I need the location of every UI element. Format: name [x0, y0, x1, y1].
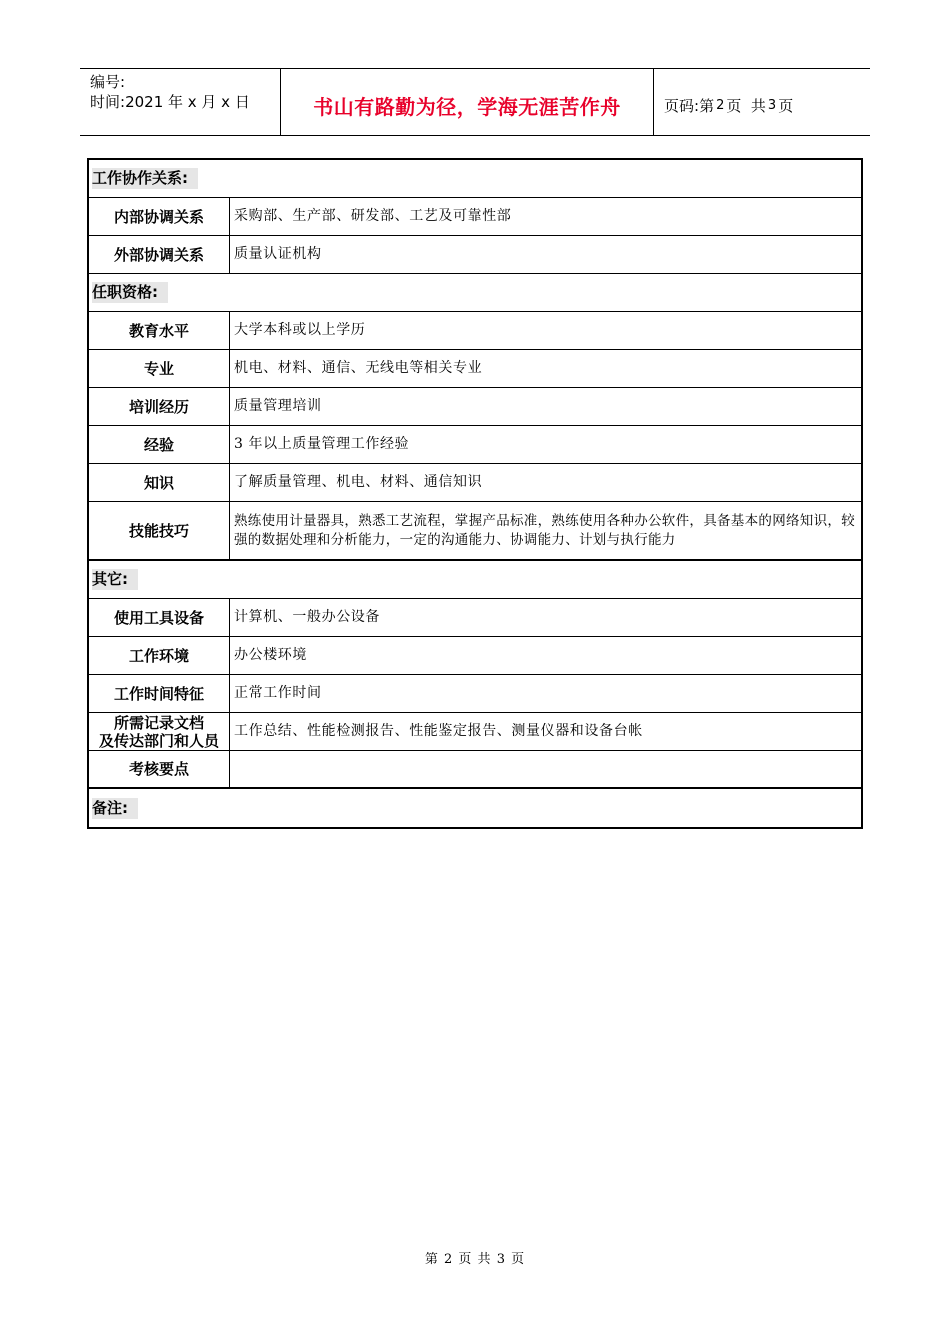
row-label: 培训经历	[89, 388, 230, 425]
table-row	[89, 751, 861, 789]
page-footer: 第 2 页 共 3 页	[424, 1252, 526, 1267]
table-row	[89, 713, 861, 751]
table-row	[89, 198, 861, 236]
row-value: 质量管理培训	[234, 398, 322, 414]
table-row	[89, 236, 861, 274]
row-value: 了解质量管理、机电、材料、通信知识	[234, 474, 483, 490]
row-label: 教育水平	[89, 312, 230, 349]
row-value: 办公楼环境	[234, 647, 307, 663]
row-label	[89, 713, 230, 750]
row-label: 工作环境	[89, 637, 230, 674]
section-cooperation	[89, 160, 861, 198]
row-label: 工作时间特征	[89, 675, 230, 712]
table-row	[89, 388, 861, 426]
row-label: 外部协调关系	[89, 236, 230, 273]
page-header	[80, 68, 870, 136]
section-other	[89, 561, 861, 599]
table-row	[89, 502, 861, 561]
date-value: 2021 年 x 月 x 日	[125, 93, 250, 111]
table-row	[89, 599, 861, 637]
header-meta	[80, 69, 281, 135]
table-row	[89, 350, 861, 388]
serial-label: 编号:	[90, 73, 126, 91]
job-description-table	[87, 158, 863, 829]
date-line	[90, 92, 280, 112]
page-total: 3	[767, 97, 777, 113]
row-label: 专业	[89, 350, 230, 387]
row-value: 熟练使用计量器具，熟悉工艺流程，掌握产品标准，熟练使用各种办公软件，具备基本的网络知识，较强的数据处理和分析能力，一定的沟通能力、协调能力、计划与执行能力	[234, 512, 855, 548]
table-row	[89, 464, 861, 502]
row-value: 工作总结、性能检测报告、性能鉴定报告、测量仪器和设备台帐	[234, 723, 643, 739]
row-label: 知识	[89, 464, 230, 501]
section-title: 备注:	[92, 798, 138, 819]
row-value	[230, 751, 861, 787]
row-label: 使用工具设备	[89, 599, 230, 636]
section-title: 其它:	[92, 569, 138, 590]
row-label-line2: 及传达部门和人员	[98, 731, 219, 750]
row-value: 3 年以上质量管理工作经验	[234, 436, 410, 452]
table-row	[89, 637, 861, 675]
page-current: 2	[716, 97, 725, 113]
row-label-line1: 所需记录文档	[113, 713, 204, 732]
table-row	[89, 675, 861, 713]
row-label: 技能技巧	[89, 502, 230, 559]
row-value: 计算机、一般办公设备	[234, 609, 380, 625]
row-value: 大学本科或以上学历	[234, 322, 366, 338]
page-prefix: 第	[699, 96, 715, 115]
page-mid: 页 共	[726, 96, 766, 115]
section-title: 任职资格:	[92, 282, 168, 303]
row-value: 采购部、生产部、研发部、工艺及可靠性部	[234, 208, 512, 224]
table-row	[89, 426, 861, 464]
section-qualification	[89, 274, 861, 312]
section-title: 工作协作关系:	[92, 168, 198, 189]
row-label: 经验	[89, 426, 230, 463]
section-remarks	[89, 789, 861, 827]
row-label: 考核要点	[89, 751, 230, 787]
header-motto: 书山有路勤为径，学海无涯苦作舟	[281, 69, 654, 135]
table-row	[89, 312, 861, 350]
header-page-info	[654, 69, 870, 135]
row-label: 内部协调关系	[89, 198, 230, 235]
row-value: 机电、材料、通信、无线电等相关专业	[234, 360, 483, 376]
page-suffix: 页	[778, 96, 794, 115]
date-label: 时间:	[90, 93, 126, 111]
row-value: 质量认证机构	[234, 246, 322, 262]
row-value: 正常工作时间	[234, 685, 322, 701]
page-label: 页码:	[664, 96, 700, 115]
